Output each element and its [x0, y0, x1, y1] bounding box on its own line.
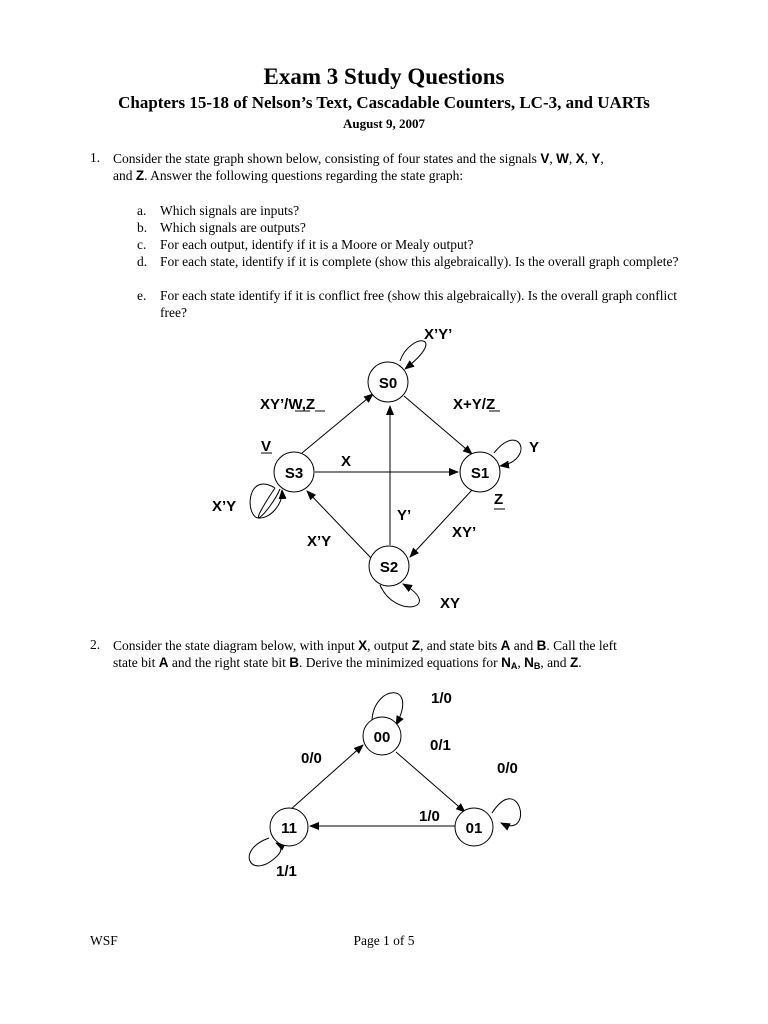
state-01-label: 01 — [465, 820, 483, 837]
q2-input: X — [358, 638, 368, 653]
q2-output-2: Z — [569, 655, 579, 670]
q2-na-main: N — [501, 655, 511, 670]
label-s2-to-s0: Y’ — [397, 507, 412, 524]
q2-nb-sub: B — [533, 661, 541, 671]
label-11-to-00: 0/0 — [301, 750, 322, 767]
q2-text-d: and — [513, 638, 534, 653]
label-s0-to-s1-a: X+Y/ — [453, 396, 486, 413]
footer-author: WSF — [90, 933, 118, 948]
q2-text-f: state bit — [113, 655, 156, 670]
q1-line1: Consider the state graph shown below, consisting of four states and the signals — [113, 151, 537, 166]
item-label: d. — [137, 254, 148, 269]
label-00-loop: 1/0 — [431, 690, 452, 707]
q1-and: and — [113, 168, 133, 183]
label-s3-to-s1: X — [341, 453, 352, 470]
signal-y: Y — [591, 151, 601, 166]
label-s0-loop: X’Y’ — [424, 326, 453, 343]
q2-text-e: . Call the left — [546, 638, 617, 653]
label-11-loop: 1/1 — [276, 863, 297, 880]
item-label: c. — [137, 237, 147, 252]
q2-nb-main: N — [524, 655, 534, 670]
question-2-number: 2. — [90, 637, 101, 652]
state-s1-label: S1 — [470, 465, 490, 482]
label-s2-to-s3: X’Y — [307, 533, 332, 550]
label-01-to-11: 1/0 — [419, 808, 440, 825]
q2-text-h: . Derive the minimized equations for — [298, 655, 498, 670]
state-s3-label: S3 — [284, 465, 304, 482]
q2-text-g: and the right state bit — [171, 655, 286, 670]
state-11-label: 11 — [281, 820, 297, 837]
label-s3-to-s0-z: Z — [305, 396, 316, 413]
document-date: August 9, 2007 — [343, 116, 425, 131]
q2-text-j: . — [578, 655, 582, 670]
signal-w: W — [556, 151, 569, 166]
question-1-number: 1. — [90, 150, 101, 165]
label-01-loop: 0/0 — [497, 760, 518, 777]
item-label: e. — [137, 288, 147, 303]
question-1-text: Consider the state graph shown below, consisting of four states and the signals V, W, X, Y, and Z. Answer the following questions regarding the state graph: — [113, 151, 604, 183]
q2-bit-b-2: B — [289, 655, 299, 670]
signal-v: V — [540, 151, 550, 166]
item-text: For each state, identify if it is complete (show this algebraically). Is the overall graph complete? — [160, 254, 679, 269]
item-label: a. — [137, 203, 147, 218]
loop-01 — [492, 799, 521, 826]
signal-x: X — [575, 151, 585, 166]
label-s1-loop: Y — [529, 439, 540, 456]
item-text: Which signals are outputs? — [160, 220, 306, 235]
question-2-text: Consider the state diagram below, with input X, output Z, and state bits A and B. Call the left state bit A and the right state bit B. Derive the minimized equations for $N_A$, $N_B$, and Z. — [113, 638, 617, 671]
label-s2-loop: XY — [440, 595, 461, 612]
label-s3-loop: X’Y — [212, 498, 237, 515]
q2-text-c: , and state bits — [419, 638, 498, 653]
document-title: Exam 3 Study Questions — [263, 64, 505, 89]
q1-line2: . Answer the following questions regarding the state graph: — [144, 168, 464, 183]
edge-00-to-01 — [396, 752, 465, 812]
q2-bit-b: B — [536, 638, 547, 653]
item-label: b. — [137, 220, 148, 235]
item-text: For each state identify if it is conflict free (show this algebraically). Is the overall graph conflict free? — [160, 288, 677, 320]
state-s2-label: S2 — [379, 559, 399, 576]
label-s3-output: V — [261, 438, 272, 455]
label-s3-to-s0-comma: , — [301, 396, 306, 413]
q2-na-sub: A — [510, 661, 518, 671]
label-s3-to-s0-a: XY’/ — [260, 396, 289, 413]
label-s0-to-s1-z: Z — [485, 396, 496, 413]
document-subtitle: Chapters 15-18 of Nelson’s Text, Cascadable Counters, LC-3, and UARTs — [118, 93, 650, 112]
q2-text-i: , and — [540, 655, 567, 670]
item-text: For each output, identify if it is a Moore or Mealy output? — [160, 237, 474, 252]
state-s0-label: S0 — [378, 375, 398, 392]
loop-11 — [249, 838, 281, 866]
q2-bit-a: A — [500, 638, 511, 653]
footer-page-number: Page 1 of 5 — [353, 933, 415, 948]
item-text: Which signals are inputs? — [160, 203, 300, 218]
label-00-to-01: 0/1 — [430, 737, 451, 754]
q2-text-b: , output — [367, 638, 409, 653]
state-00-label: 00 — [373, 729, 391, 746]
signal-z: Z — [135, 168, 145, 183]
q2-output: Z — [411, 638, 420, 653]
label-s1-output: Z — [494, 491, 504, 508]
label-s3-to-s0-w: W — [288, 396, 302, 413]
q2-bit-a-2: A — [158, 655, 169, 670]
label-s1-to-s2: XY’ — [452, 524, 477, 541]
q2-text-a: Consider the state diagram below, with input — [113, 638, 355, 653]
